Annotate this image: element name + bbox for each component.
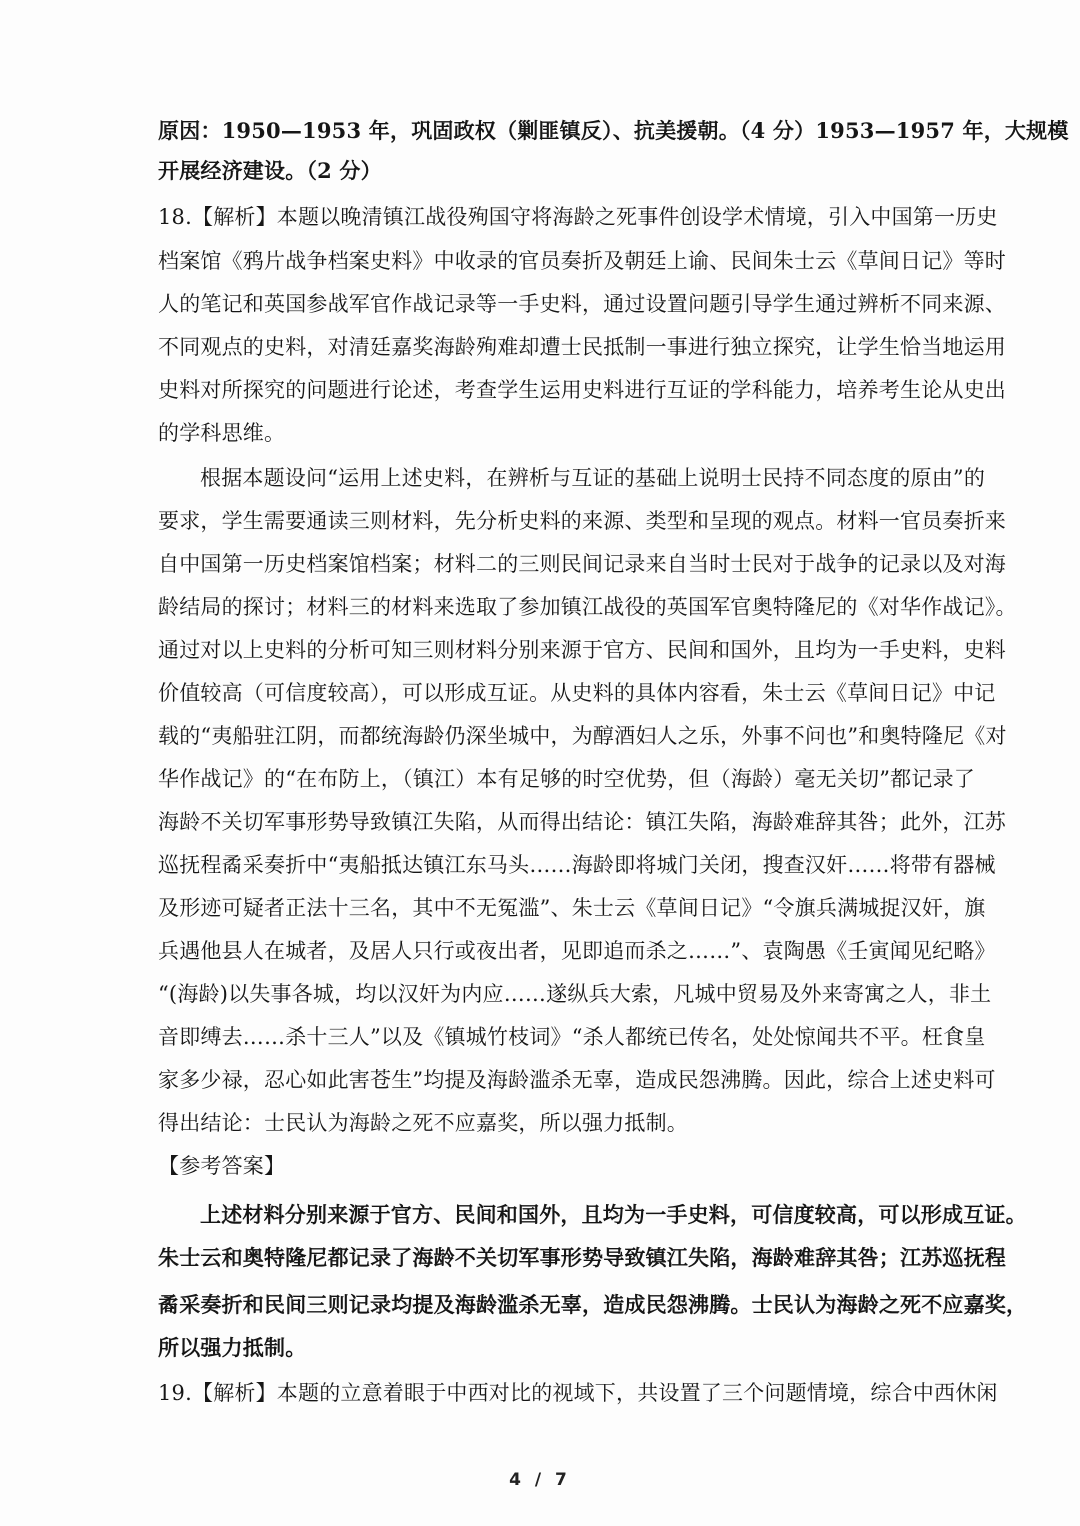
reference-answer-line-2: 朱士云和奥特隆尼都记录了海龄不关切军事形势导致镇江失陷，海龄难辞其咎；江苏巡抚程 bbox=[158, 1245, 1006, 1270]
q18-analysis-line-2: 档案馆《鸦片战争档案史料》中收录的官员奏折及朝廷上谕、民间朱士云《草间日记》等时 bbox=[158, 249, 1006, 273]
q18-discussion-line-11: 及形迹可疑者正法十三名，其中不无冤滥”、朱士云《草间日记》“令旗兵满城捉汉奸，旗 bbox=[158, 896, 986, 920]
reference-answer-line-3: 矞采奏折和民间三则记录均提及海龄滥杀无辜，造成民怨沸腾。士民认为海龄之死不应嘉奖， bbox=[158, 1292, 1028, 1317]
q18-discussion-line-5: 通过对以上史料的分析可知三则材料分别来源于官方、民间和国外，且均为一手史料，史料 bbox=[158, 638, 1006, 662]
q18-discussion-line-9: 海龄不关切军事形势导致镇江失陷，从而得出结论：镇江失陷，海龄难辞其咎；此外，江苏 bbox=[158, 810, 1006, 834]
q18-discussion-line-8: 华作战记》的“在布防上，（镇江）本有足够的时空优势，但（海龄）毫无关切”都记录了 bbox=[158, 767, 975, 791]
q18-discussion-line-12: 兵遇他县人在城者，及居人只行或夜出者，见即追而杀之……”、袁陶愚《壬寅闻见纪略》 bbox=[158, 939, 996, 963]
q18-analysis-line-4: 不同观点的史料，对清廷嘉奖海龄殉难却遭士民抵制一事进行独立探究，让学生恰当地运用 bbox=[158, 335, 1006, 359]
q18-discussion-line-1: 根据本题设问“运用上述史料，在辨析与互证的基础上说明士民持不同态度的原由”的 bbox=[200, 466, 986, 490]
q18-discussion-line-4: 龄结局的探讨；材料三的材料来选取了参加镇江战役的英国军官奥特隆尼的《对华作战记》。 bbox=[158, 595, 1017, 619]
q18-discussion-line-3: 自中国第一历史档案馆档案；材料二的三则民间记录来自当时士民对于战争的记录以及对海 bbox=[158, 552, 1006, 576]
answer-17-reason-line-1: 原因：1950—1953 年，巩固政权（剿匪镇反）、抗美援朝。（4 分）1953—1957 年，大规模 bbox=[158, 118, 1069, 143]
q18-discussion-line-15: 家多少禄，忍心如此害苍生”均提及海龄滥杀无辜，造成民怨沸腾。因此，综合上述史料可 bbox=[158, 1068, 996, 1092]
answer-17-reason-line-2: 开展经济建设。（2 分） bbox=[158, 158, 382, 183]
reference-answer-line-1: 上述材料分别来源于官方、民间和国外，且均为一手史料，可信度较高，可以形成互证。 bbox=[200, 1202, 1027, 1227]
q18-discussion-line-7: 载的“夷船驻江阴，而都统海龄仍深坐城中，为醇酒妇人之乐，外事不问也”和奥特隆尼《对 bbox=[158, 724, 1007, 748]
q18-discussion-line-6: 价值较高（可信度较高），可以形成互证。从史料的具体内容看，朱士云《草间日记》中记 bbox=[158, 681, 996, 705]
reference-answer-line-4: 所以强力抵制。 bbox=[158, 1335, 307, 1360]
reference-answer-heading: 【参考答案】 bbox=[158, 1154, 286, 1178]
q18-analysis-line-5: 史料对所探究的问题进行论述，考查学生运用史料进行互证的学科能力，培养考生论从史出 bbox=[158, 378, 1006, 402]
q18-discussion-line-10: 巡抚程矞采奏折中“夷船抵达镇江东马头……海龄即将城门关闭，搜查汉奸……将带有器械 bbox=[158, 853, 996, 877]
q18-discussion-line-16: 得出结论：士民认为海龄之死不应嘉奖，所以强力抵制。 bbox=[158, 1111, 688, 1135]
q18-discussion-line-2: 要求，学生需要通读三则材料，先分析史料的来源、类型和呈现的观点。材料一官员奏折来 bbox=[158, 509, 1006, 533]
page-number: 4 / 7 bbox=[509, 1470, 571, 1490]
q18-discussion-line-14: 音即缚去……杀十三人”以及《镇城竹枝词》“杀人都统已传名，处处惊闻共不平。枉食皇 bbox=[158, 1025, 986, 1049]
q18-analysis-line-1: 18.【解析】本题以晚清镇江战役殉国守将海龄之死事件创设学术情境，引入中国第一历史 bbox=[158, 205, 998, 229]
q19-analysis-line-1: 19.【解析】本题的立意着眼于中西对比的视域下，共设置了三个问题情境，综合中西休闲 bbox=[158, 1381, 998, 1405]
q18-discussion-line-13: “(海龄)以失事各城，均以汉奸为内应……遂纵兵大索，凡城中贸易及外来寄寓之人，非土 bbox=[158, 982, 992, 1006]
q18-analysis-line-6: 的学科思维。 bbox=[158, 421, 286, 445]
q18-analysis-line-3: 人的笔记和英国参战军官作战记录等一手史料，通过设置问题引导学生通过辨析不同来源、 bbox=[158, 292, 1006, 316]
